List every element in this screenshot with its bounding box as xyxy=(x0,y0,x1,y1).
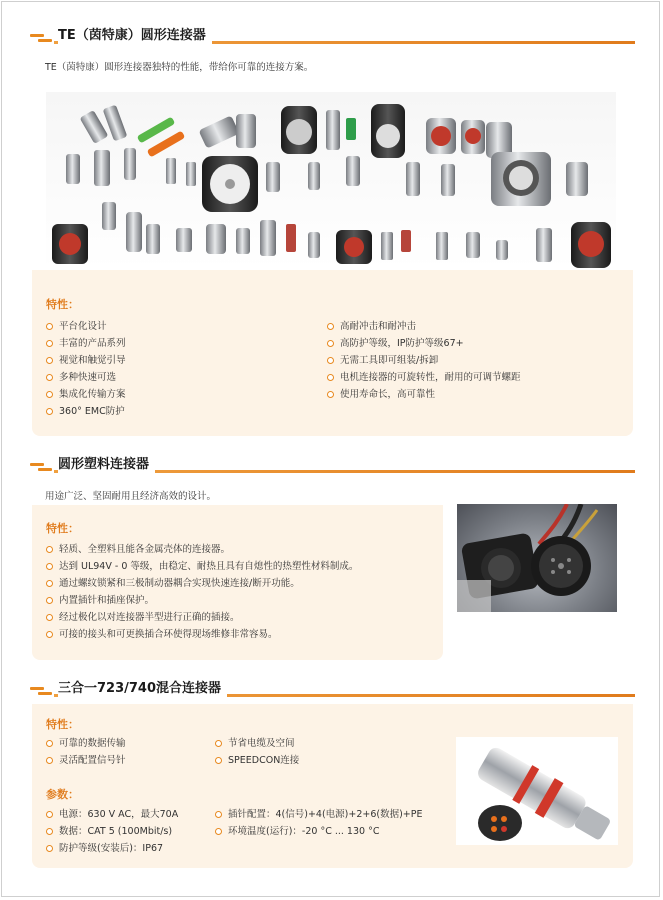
bullet-icon xyxy=(46,374,53,381)
header-accent-dash xyxy=(30,687,44,690)
connector-group-front xyxy=(52,202,611,268)
connector-group-middle xyxy=(66,148,588,212)
section1-header xyxy=(30,27,635,47)
list-item: 电机连接器的可旋转性，耐用的可调节螺距 xyxy=(327,369,521,386)
bullet-icon xyxy=(215,757,222,764)
list-item: 灵活配置信号针 xyxy=(46,752,126,769)
header-accent-dash xyxy=(38,39,52,42)
bullet-icon xyxy=(46,546,53,553)
circular-connectors-photo xyxy=(46,92,616,270)
hybrid-connector-photo xyxy=(456,737,618,845)
bullet-icon xyxy=(46,408,53,415)
section3-features-left xyxy=(46,735,126,769)
bullet-icon xyxy=(46,563,53,570)
bullet-icon xyxy=(46,340,53,347)
plastic-connector-photo xyxy=(457,504,617,612)
list-item: 通过螺纹锁紧和三极制动器耦合实现快速连接/断开功能。 xyxy=(46,575,358,592)
header-accent-dash xyxy=(30,463,44,466)
bullet-icon xyxy=(46,597,53,604)
list-item: 360° EMC防护 xyxy=(46,403,126,420)
bullet-icon xyxy=(215,740,222,747)
list-item: 达到 UL94V - 0 等级，由稳定、耐热且具有自熄性的热塑性材料制成。 xyxy=(46,558,358,575)
list-item: 插针配置：4(信号)+4(电源)+2+6(数据)+PE xyxy=(215,806,423,823)
section3-params-right xyxy=(215,806,423,840)
bullet-icon xyxy=(46,845,53,852)
header-accent-dash xyxy=(38,692,52,695)
section1-intro: TE（茵特康）圆形连接器独特的性能，带给你可靠的连接方案。 xyxy=(45,62,314,73)
section2-title: 圆形塑料连接器 xyxy=(58,456,155,474)
section1-features-left xyxy=(46,318,126,420)
section2-features-title: 特性： xyxy=(46,522,79,535)
list-item: 丰富的产品系列 xyxy=(46,335,126,352)
bullet-icon xyxy=(327,357,334,364)
section3-features-right xyxy=(215,735,299,769)
bullet-icon xyxy=(46,323,53,330)
section3-params-left xyxy=(46,806,178,857)
section3-title: 三合一723/740混合连接器 xyxy=(58,680,227,698)
list-item: 使用寿命长，高可靠性 xyxy=(327,386,521,403)
bullet-icon xyxy=(215,811,222,818)
section1-features-right xyxy=(327,318,521,403)
bullet-icon xyxy=(46,828,53,835)
list-item: 多种快速可选 xyxy=(46,369,126,386)
section3-header xyxy=(30,680,635,700)
list-item: 可靠的数据传输 xyxy=(46,735,126,752)
header-accent-dash xyxy=(30,34,44,37)
bullet-icon xyxy=(46,631,53,638)
list-item: 节省电缆及空间 xyxy=(215,735,299,752)
bullet-icon xyxy=(46,614,53,621)
list-item: 防护等级(安装后)：IP67 xyxy=(46,840,178,857)
bullet-icon xyxy=(46,740,53,747)
bullet-icon xyxy=(327,374,334,381)
header-accent-dash xyxy=(38,468,52,471)
list-item: 高防护等级，IP防护等级67+ xyxy=(327,335,521,352)
bullet-icon xyxy=(46,811,53,818)
section3-params-title: 参数： xyxy=(46,788,79,801)
bullet-icon xyxy=(327,391,334,398)
bullet-icon xyxy=(46,391,53,398)
list-item: 平台化设计 xyxy=(46,318,126,335)
list-item: 无需工具即可组装/拆卸 xyxy=(327,352,521,369)
list-item: 经过极化以对连接器半型进行正确的插接。 xyxy=(46,609,358,626)
list-item: 环境温度(运行)：-20 °C ... 130 °C xyxy=(215,823,423,840)
list-item: 轻质、全塑料且能各金属壳体的连接器。 xyxy=(46,541,358,558)
list-item: 集成化传输方案 xyxy=(46,386,126,403)
bullet-icon xyxy=(215,828,222,835)
list-item: 数据：CAT 5 (100Mbit/s) xyxy=(46,823,178,840)
list-item: 视觉和触觉引导 xyxy=(46,352,126,369)
list-item: 电源：630 V AC，最大70A xyxy=(46,806,178,823)
bullet-icon xyxy=(46,357,53,364)
bullet-icon xyxy=(327,340,334,347)
list-item: 高耐冲击和耐冲击 xyxy=(327,318,521,335)
section2-header xyxy=(30,456,635,476)
section3-features-title: 特性： xyxy=(46,718,79,731)
bullet-icon xyxy=(46,757,53,764)
section1-title: TE（茵特康）圆形连接器 xyxy=(58,27,212,45)
section2-intro: 用途广泛、坚固耐用且经济高效的设计。 xyxy=(45,491,217,502)
connector-group-back xyxy=(80,104,512,158)
list-item: 可接的接头和可更换插合环使得现场维修非常容易。 xyxy=(46,626,358,643)
section1-features-title: 特性： xyxy=(46,298,79,311)
bullet-icon xyxy=(46,580,53,587)
section2-features-list xyxy=(46,541,358,643)
list-item: SPEEDCON连接 xyxy=(215,752,299,769)
bullet-icon xyxy=(327,323,334,330)
list-item: 内置插针和插座保护。 xyxy=(46,592,358,609)
